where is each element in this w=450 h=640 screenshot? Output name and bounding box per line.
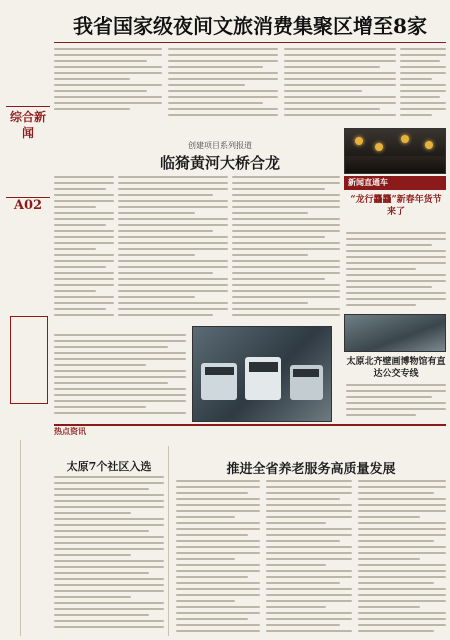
main-headline: 我省国家级夜间文旅消费集聚区增至8家 [73, 14, 427, 38]
bridge-body-col-3 [232, 176, 340, 324]
article-top-left [54, 48, 162, 128]
hot-topics-label: 热点资讯 [54, 427, 86, 436]
bridge-headline: 临猗黄河大桥合龙 [159, 154, 280, 172]
community-body [54, 476, 164, 634]
article-top-far-right [400, 48, 446, 128]
elderly-body-col-2 [266, 480, 352, 636]
column-divider [168, 446, 169, 636]
headline-rule [54, 42, 446, 43]
right-top-photo [344, 128, 446, 174]
elderly-headline: 推进全省养老服务高质量发展 [226, 462, 396, 477]
taiyuan-north-headline: 太原北齐壁画博物馆有直达公交专线 [346, 357, 446, 379]
bridge-photo [192, 326, 332, 422]
article-left-lower [54, 334, 186, 420]
article-top-mid [168, 48, 278, 128]
slogan-box [10, 316, 48, 404]
museum-photo [344, 314, 446, 352]
news-direct-bar: 新闻直通车 [344, 176, 446, 190]
bridge-body-col-1 [54, 176, 114, 324]
bus-shape [245, 357, 281, 400]
masthead-logo [6, 8, 50, 78]
bridge-body-col-2 [118, 176, 228, 324]
taiyuan-north-body [346, 384, 446, 422]
edition-info [4, 494, 16, 634]
elderly-body-col-3 [358, 480, 446, 636]
article-top-right [284, 48, 396, 128]
bridge-kicker: 创建项目系列报道 [188, 141, 252, 150]
bus-shape [290, 365, 323, 401]
page-code: A02 [13, 198, 43, 213]
bus-shape [201, 363, 237, 401]
elderly-body-col-1 [176, 480, 260, 636]
news-direct-body [346, 232, 446, 312]
left-rule [20, 440, 21, 636]
community-headline: 太原7个社区入选 [66, 460, 152, 473]
news-direct-headline: “龙行龘龘”新春年货节来了 [350, 195, 442, 217]
hot-topics-rule [54, 424, 446, 438]
section-label: 综合新闻 [6, 106, 50, 198]
